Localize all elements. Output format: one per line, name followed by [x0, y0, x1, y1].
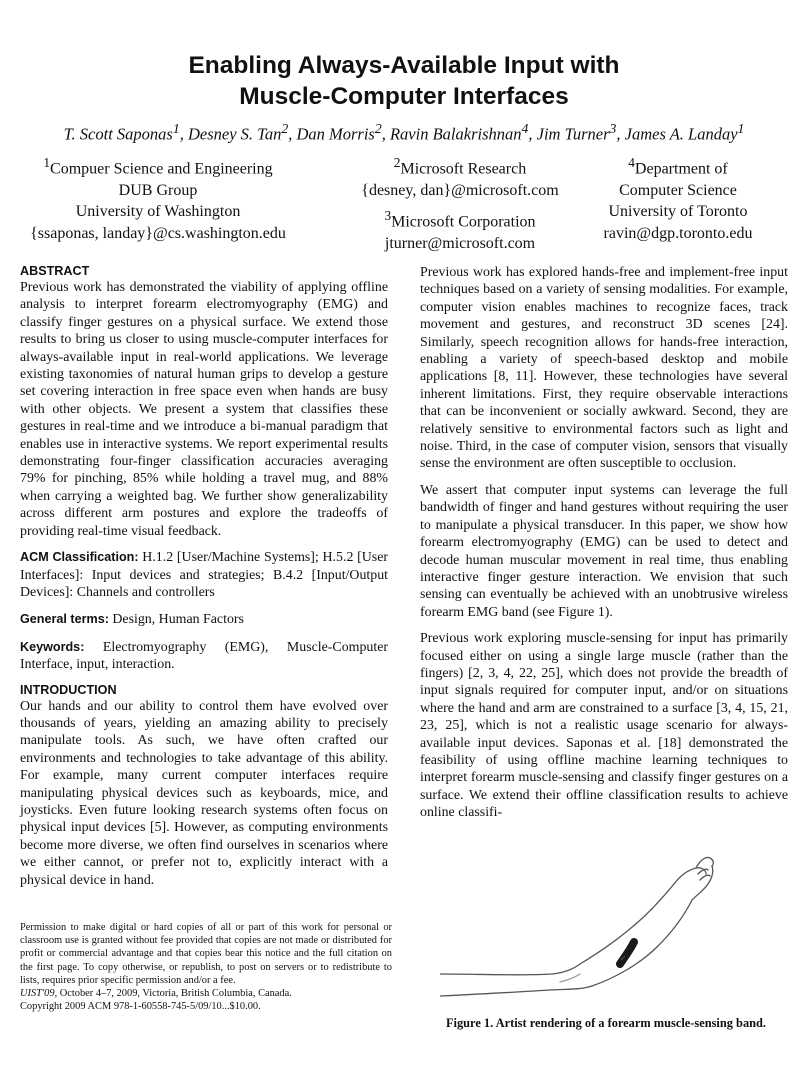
- keywords-text: Electromyography (EMG), Muscle-Computer Interface, input, interaction.: [20, 639, 388, 673]
- affiliation-uw: [10, 152, 306, 244]
- title-line-1: Enabling Always-Available Input with: [188, 52, 620, 79]
- aff-line: Microsoft Corporation: [391, 213, 536, 231]
- hand-palm: [692, 866, 713, 900]
- hand-back: [674, 868, 706, 884]
- permission-text: Permission to make digital or hard copies of all or part of this work for personal or classroom use is granted without fee provided that copies are not made or distributed for profit or commercial advantage and that copies bear this notice and the full citation on the first page. To copy otherwise, or republish, to post on servers or to redistribute to lists, requires prior specific permission and/or a fee.: [20, 922, 392, 986]
- right-paragraph-3: Previous work exploring muscle-sensing for input has primarily focused either on using a single large muscle (rather than the fingers) [2, 3, 4, 22, 25], which does not provide the breadth of input signals required for computer input, and/or on situations where the hand and arm are constrained to a surface [3, 4, 15, 21, 23, 25], which is not a realistic usage scenario for always-available input devices. Saponas et al. [18] demonstrated the feasibility of using offline machine learning techniques to interpret forearm muscle-sensing and classify finger gestures on a surface. We extend their offline classification results to achieve online classifi-: [420, 631, 788, 821]
- author-name: Ravin Balakrishnan: [389, 124, 522, 144]
- acm-classification: [20, 549, 388, 601]
- finger-line-2: [700, 875, 710, 880]
- permission-notice: [20, 921, 392, 1013]
- emg-band: [620, 942, 634, 964]
- author-affiliation-sup: 2: [281, 121, 289, 136]
- aff-email: ravin@dgp.toronto.edu: [603, 224, 753, 242]
- acm-label: ACM Classification:: [20, 550, 139, 565]
- arm-upper-edge: [440, 964, 580, 975]
- elbow-crease: [560, 974, 580, 982]
- right-paragraph-1: Previous work has explored hands-free and implement-free input techniques based on a variety of sensing modalities. For example, computer vision enables machines to recognize faces, track movement and gestures, and reconstruct 3D scenes [24]. Similarly, speech recognition allows for hands-free interaction, enabling a variety of speech-based desktop and mobile applications [8, 11]. However, these technologies have several inherent limitations. First, they require observable interactions that can be inconvenient or socially awkward. Second, they are relatively sensitive to environmental factors such as light and noise. Third, in the case of computer vision, sensors that visually sense the environment are often susceptible to occlusion.: [420, 265, 788, 472]
- author-name: Dan Morris: [296, 124, 375, 144]
- author-separator: ,: [528, 124, 537, 144]
- introduction-text: Our hands and our ability to control them have evolved over thousands of years, yielding an amazing ability to precisely manipulate tools. As such, we have often crafted our environments and technologies to take advantage of this ability. For example, many current computer interfaces require manipulating physical devices such as keyboards, mice, and joysticks. Even future looking research systems often focus on physical input devices [5]. However, as computing environments become more diverse, we often find ourselves in scenarios where we either cannot, or prefer not to, explicitly interact with a physical device in hand.: [20, 698, 388, 888]
- general-terms: [20, 611, 388, 628]
- author-separator: ,: [179, 124, 188, 144]
- aff-email: {ssaponas, landay}@cs.washington.edu: [30, 224, 286, 242]
- keywords: [20, 639, 388, 674]
- forearm-band-illustration: [440, 846, 784, 1010]
- keywords-label: Keywords:: [20, 639, 85, 654]
- forearm-lower-edge: [592, 900, 692, 986]
- aff-line: DUB Group: [118, 181, 198, 199]
- venue-name: UIST'09: [20, 988, 55, 1000]
- author-separator: ,: [616, 124, 625, 144]
- author-affiliation-sup: 2: [374, 121, 382, 136]
- aff-sup: 4: [628, 155, 635, 170]
- author-separator: ,: [288, 124, 297, 144]
- author-affiliation-sup: 1: [737, 121, 745, 136]
- affiliation-toronto: [570, 152, 786, 244]
- aff-sup: 3: [384, 208, 392, 223]
- aff-sup: 1: [43, 155, 51, 170]
- left-column: [20, 264, 388, 889]
- aff-email: jturner@microsoft.com: [384, 234, 536, 252]
- author-affiliation-sup: 1: [172, 121, 180, 136]
- paper-title: [0, 50, 808, 112]
- aff-line: University of Toronto: [608, 203, 748, 221]
- aff-line: Microsoft Research: [400, 160, 527, 178]
- author-name: T. Scott Saponas: [63, 124, 173, 144]
- affiliation-msr: [340, 152, 580, 201]
- author-affiliation-sup: 4: [521, 121, 529, 136]
- right-column: [420, 264, 788, 822]
- author-list: [0, 121, 808, 145]
- aff-line: Computer Science: [619, 181, 737, 199]
- aff-email: {desney, dan}@microsoft.com: [361, 181, 559, 199]
- arm-lower-edge: [440, 986, 592, 996]
- author-name: Jim Turner: [536, 124, 610, 144]
- general-text: Design, Human Factors: [108, 612, 244, 628]
- aff-sup: 2: [393, 155, 401, 170]
- aff-line: University of Washington: [75, 203, 241, 221]
- right-paragraph-2: We assert that computer input systems can leverage the full bandwidth of finger and hand gestures without requiring the user to manipulate a physical transducer. In this paper, we show how forearm electromyography (EMG) can be used to detect and decode human muscular movement in real time, thus enabling interactive finger gesture interaction. We envision that such sensing can eventually be achieved with an unobtrusive wireless forearm EMG band (see Figure 1).: [420, 482, 788, 620]
- author-name: Desney S. Tan: [187, 124, 282, 144]
- affiliation-microsoft-corp: [340, 205, 580, 254]
- author-separator: ,: [381, 124, 390, 144]
- finger-curl: [696, 857, 713, 868]
- acm-text: H.1.2 [User/Machine Systems]; H.5.2 [User Interfaces]: Input devices and strategies; B.4.2 [Input/Output Devices]: Channels and controllers: [20, 550, 388, 600]
- author-name: James A. Landay: [624, 124, 738, 144]
- abstract-text: Previous work has demonstrated the viability of applying offline analysis to interpret forearm electromyography (EMG) and classify finger gestures on a physical surface. We extend those results to bring us closer to using muscle-computer interfaces for always-available input in real-world applications. We leverage existing taxonomies of natural human grips to develop a gesture set covering interaction in free space even when hands are busy with other objects. We present a system that classifies these gestures in real-time and we introduce a bi-manual paradigm that enables use in interactive systems. We report experimental results demonstrating four-finger classification accuracies averaging 79% for pinching, 85% while holding a travel mug, and 88% when carrying a weighted bag. We further show generalizability across different arm postures and explore the tradeoffs of providing real-time visual feedback.: [20, 280, 388, 539]
- title-line-2: Muscle-Computer Interfaces: [239, 83, 569, 110]
- author-affiliation-sup: 3: [609, 121, 617, 136]
- aff-line: Department of: [634, 160, 728, 178]
- aff-line: Compuer Science and Engineering: [50, 160, 273, 178]
- venue-line: [20, 987, 392, 1000]
- abstract-heading: ABSTRACT: [20, 264, 90, 278]
- figure-caption: Figure 1. Artist rendering of a forearm muscle-sensing band.: [445, 1016, 767, 1030]
- introduction-heading: INTRODUCTION: [20, 682, 117, 697]
- copyright-line: Copyright 2009 ACM 978-1-60558-745-5/09/10...$10.00.: [20, 1001, 261, 1013]
- venue-details: , October 4–7, 2009, Victoria, British Columbia, Canada.: [54, 988, 292, 1000]
- general-label: General terms:: [20, 612, 109, 627]
